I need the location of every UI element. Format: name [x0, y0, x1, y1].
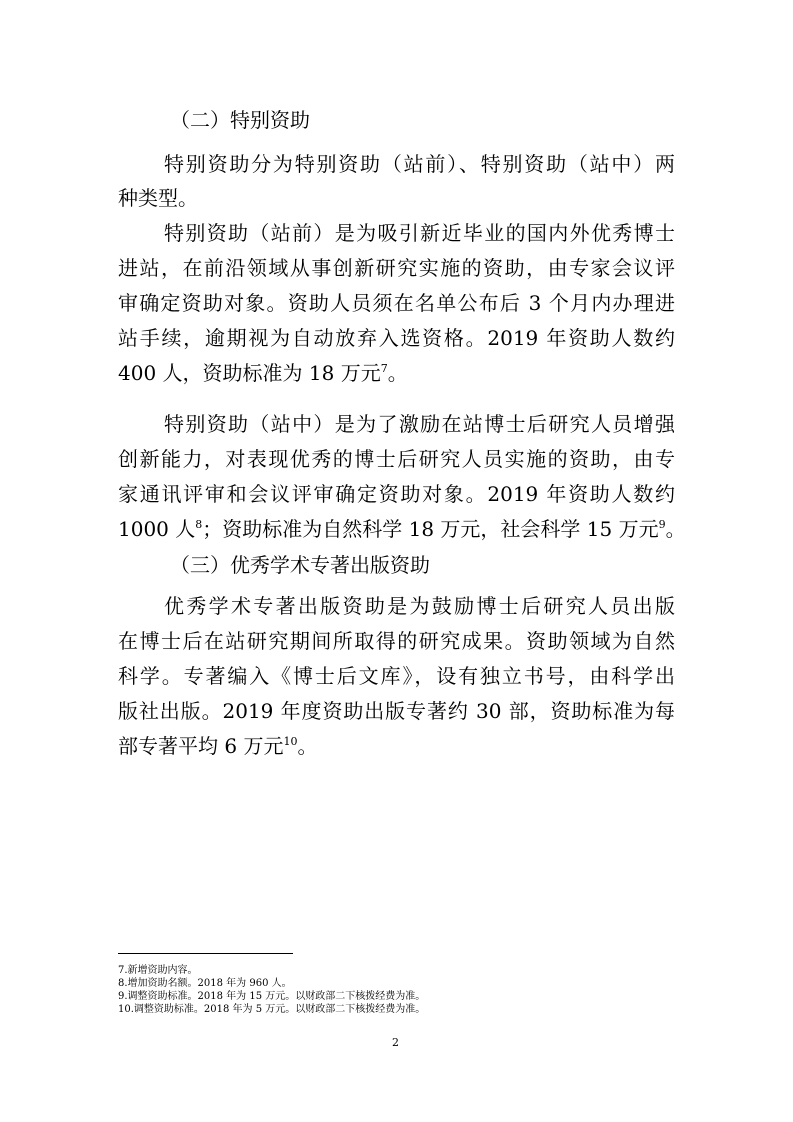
- paragraph-text: ；资助标准为自然科学 18 万元，社会科学 15 万元: [202, 517, 659, 541]
- paragraph-line: [118, 517, 686, 541]
- footnote-ref: 9: [658, 518, 666, 531]
- paragraph-text: 。: [297, 734, 318, 758]
- section-heading-special-funding: （二）特别资助: [170, 108, 310, 132]
- footnote-ref: 10: [283, 735, 298, 748]
- paragraph-line: 版社出版。2019 年度资助出版专著约 30 部，资助标准为每: [118, 699, 675, 723]
- footnote-separator: [118, 953, 293, 954]
- paragraph-text: 部专著平均 6 万元: [118, 734, 284, 758]
- footnote: 9.调整资助标准。2018 年为 15 万元。以财政部二下核拨经费为准。: [118, 991, 426, 1002]
- footnote: 8.增加资助名额。2018 年为 960 人。: [118, 978, 292, 989]
- paragraph-line: 家通讯评审和会议评审确定资助对象。2019 年资助人数约: [118, 482, 675, 506]
- paragraph-line: 特别资助分为特别资助（站前）、特别资助（站中）两: [164, 152, 675, 176]
- paragraph-line: 特别资助（站前）是为吸引新近毕业的国内外优秀博士: [164, 221, 675, 245]
- paragraph-line: 在博士后在站研究期间所取得的研究成果。资助领域为自然: [118, 629, 675, 653]
- footnote-ref: 7: [380, 362, 388, 375]
- paragraph-line: 站手续，逾期视为自动放弃入选资格。2019 年资助人数约: [118, 326, 675, 350]
- paragraph-line: 审确定资助对象。资助人员须在名单公布后 3 个月内办理进: [118, 291, 675, 315]
- paragraph-text: 1000 人: [118, 517, 196, 541]
- paragraph-line: 科学。专著编入《博士后文库》，设有独立书号，由科学出: [118, 664, 675, 688]
- paragraph-text: 。: [387, 361, 408, 385]
- paragraph-line: [118, 361, 675, 385]
- paragraph-line: [118, 734, 675, 758]
- paragraph-line: 种类型。: [118, 186, 198, 210]
- paragraph-text: 。: [665, 517, 686, 541]
- page-number: 2: [392, 1036, 399, 1049]
- footnote: 7.新增资助内容。: [118, 965, 198, 976]
- paragraph-line: 优秀学术专著出版资助是为鼓励博士后研究人员出版: [164, 594, 675, 618]
- footnote: 10.调整资助标准。2018 年为 5 万元。以财政部二下核拨经费为准。: [118, 1004, 426, 1015]
- paragraph-text: 400 人，资助标准为 18 万元: [118, 361, 381, 385]
- paragraph-line: 进站，在前沿领域从事创新研究实施的资助，由专家会议评: [118, 256, 675, 280]
- section-heading-publication-funding: （三）优秀学术专著出版资助: [170, 553, 430, 577]
- footnote-ref: 8: [195, 518, 203, 531]
- paragraph-line: 特别资助（站中）是为了激励在站博士后研究人员增强: [164, 412, 675, 436]
- paragraph-line: 创新能力，对表现优秀的博士后研究人员实施的资助，由专: [118, 447, 675, 471]
